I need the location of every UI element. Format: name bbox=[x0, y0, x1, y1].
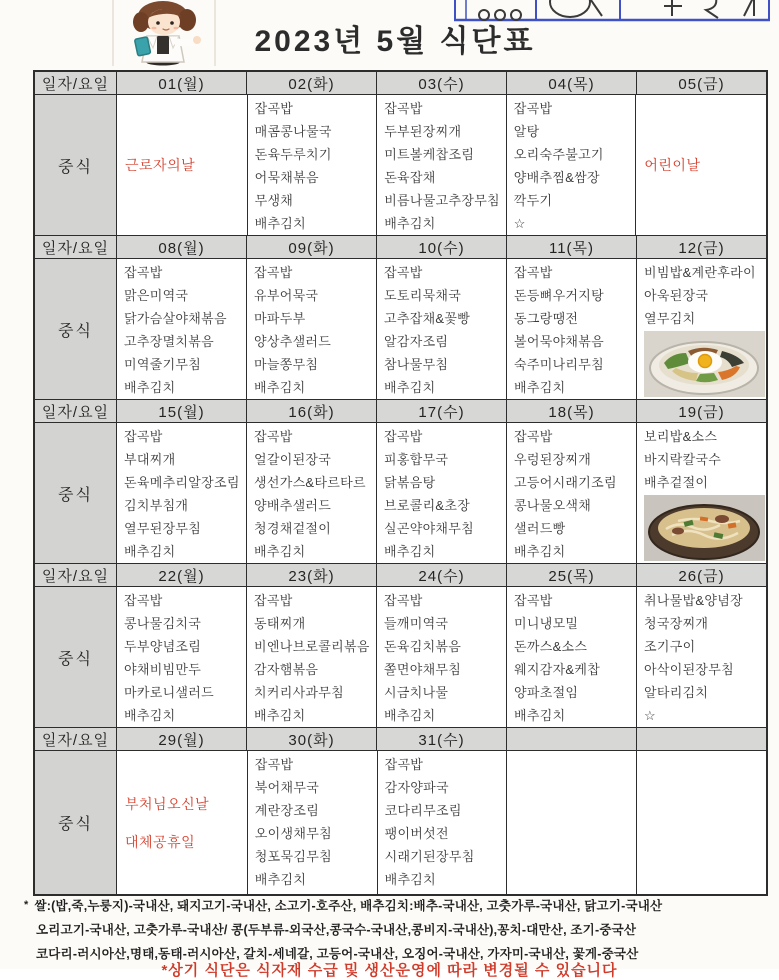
menu-item: 시래기된장무침 bbox=[384, 849, 475, 864]
holiday-label: 어린이날 bbox=[644, 157, 701, 173]
day-menu-cell bbox=[507, 95, 637, 235]
week-body-row bbox=[35, 95, 766, 235]
day-menu-cell bbox=[377, 259, 507, 399]
menu-item: 두부양념조림 bbox=[124, 639, 202, 654]
day-menu-cell bbox=[636, 95, 766, 235]
date-col-label: 일자/요일 bbox=[35, 728, 117, 750]
menu-item: 양파초절임 bbox=[514, 685, 579, 700]
menu-item: 바지락칼국수 bbox=[644, 452, 722, 467]
menu-item: 감자햄볶음 bbox=[254, 662, 319, 677]
menu-item: 팽이버섯전 bbox=[384, 826, 449, 841]
day-menu-cell bbox=[637, 259, 766, 399]
day-header: 29(월) bbox=[117, 728, 247, 750]
menu-item: ☆ bbox=[644, 708, 656, 723]
day-menu-cell bbox=[247, 587, 377, 727]
menu-item: 잡곡밥 bbox=[124, 593, 163, 608]
menu-item: 잡곡밥 bbox=[254, 429, 293, 444]
footnote-line-3: 코다리-러시아산,명태,동태-러시아산, 갈치-세네갈, 고등어-국내산, 오징어-국내산, 가자미-국내산, 꽃게-중국산 bbox=[36, 947, 639, 961]
menu-item: 볼어묵야채볶음 bbox=[514, 334, 605, 349]
menu-item: 잡곡밥 bbox=[254, 101, 294, 116]
handwritten-marks bbox=[479, 0, 754, 20]
menu-item: 동그랑땡전 bbox=[514, 311, 579, 326]
menu-item: 동태찌개 bbox=[254, 616, 306, 631]
menu-item: 배추겉절이 bbox=[644, 475, 709, 490]
date-col-label: 일자/요일 bbox=[35, 236, 117, 258]
day-menu-cell bbox=[247, 423, 377, 563]
day-menu-cell bbox=[248, 751, 378, 894]
day-menu-cell bbox=[377, 587, 507, 727]
menu-item: 청포묵김무침 bbox=[254, 849, 332, 864]
menu-item: 배추김치 bbox=[384, 544, 436, 559]
day-header: 10(수) bbox=[377, 236, 507, 258]
meal-label: 중식 bbox=[35, 259, 117, 399]
menu-item: 배추김치 bbox=[254, 708, 306, 723]
holiday-label: 대체공휴일 bbox=[125, 833, 196, 850]
menu-item: 웨지감자&케찹 bbox=[514, 662, 601, 677]
menu-item: 맑은미역국 bbox=[124, 288, 189, 303]
menu-item: 열무된장무침 bbox=[124, 521, 202, 536]
change-notice: *상기 식단은 식자재 수급 및 생산운영에 따라 변경될 수 있습니다 bbox=[161, 962, 618, 979]
menu-item: 코다리무조림 bbox=[384, 803, 462, 818]
menu-item: 김치부침개 bbox=[124, 498, 189, 513]
footnote-marker: * bbox=[24, 899, 29, 911]
menu-item: 배추김치 bbox=[384, 708, 436, 723]
menu-item: 조기구이 bbox=[644, 639, 696, 654]
handwritten-approval-box bbox=[452, 0, 772, 24]
menu-item: 알탕 bbox=[513, 124, 540, 139]
menu-item: 열무김치 bbox=[644, 311, 696, 326]
date-col-label: 일자/요일 bbox=[35, 564, 117, 586]
day-menu-cell bbox=[378, 751, 508, 894]
kalguksu-photo bbox=[644, 495, 765, 561]
bibimbap-photo bbox=[644, 331, 765, 397]
day-menu-cell bbox=[248, 95, 378, 235]
week-header-row bbox=[35, 728, 766, 751]
day-menu-cell bbox=[507, 259, 637, 399]
day-menu-cell bbox=[117, 587, 247, 727]
menu-item: 부대찌개 bbox=[124, 452, 176, 467]
day-header: 08(월) bbox=[117, 236, 247, 258]
day-header: 25(목) bbox=[507, 564, 637, 586]
menu-item: 양배추찜&쌈장 bbox=[513, 170, 600, 185]
menu-item: 비빔밥&계란후라이 bbox=[644, 265, 756, 280]
menu-item: 잡곡밥 bbox=[124, 265, 163, 280]
menu-item: 알타리김치 bbox=[644, 685, 709, 700]
menu-item: 아삭이된장무침 bbox=[644, 662, 735, 677]
menu-item: 잡곡밥 bbox=[514, 429, 553, 444]
menu-item: 돈육잡채 bbox=[384, 170, 436, 185]
day-menu-cell bbox=[637, 751, 766, 894]
day-header: 31(수) bbox=[377, 728, 507, 750]
menu-item: 배추김치 bbox=[384, 216, 436, 231]
menu-item: 우렁된장찌개 bbox=[514, 452, 592, 467]
date-col-label: 일자/요일 bbox=[35, 72, 117, 94]
menu-item: 매콤콩나물국 bbox=[254, 124, 332, 139]
menu-item: 잡곡밥 bbox=[384, 429, 423, 444]
day-header: 16(화) bbox=[247, 400, 377, 422]
menu-item: 배추김치 bbox=[384, 380, 436, 395]
menu-item: 배추김치 bbox=[254, 380, 306, 395]
menu-item: 잡곡밥 bbox=[514, 265, 553, 280]
menu-item: 비름나물고추장무침 bbox=[384, 193, 500, 208]
day-header: 23(화) bbox=[247, 564, 377, 586]
menu-item: 북어채무국 bbox=[254, 780, 320, 795]
menu-item: 배추김치 bbox=[124, 380, 176, 395]
meal-label: 중식 bbox=[35, 751, 117, 894]
menu-item: 고추장멸치볶음 bbox=[124, 334, 215, 349]
holiday-label: 부처님오신날 bbox=[125, 795, 210, 812]
menu-item: 청경채겉절이 bbox=[254, 521, 332, 536]
day-header: 18(목) bbox=[507, 400, 637, 422]
week-block bbox=[35, 400, 766, 564]
day-menu-cell bbox=[637, 423, 766, 563]
menu-item: 돈육두루치기 bbox=[254, 147, 332, 162]
menu-item: ☆ bbox=[513, 216, 526, 231]
menu-item: 쫄면야채무침 bbox=[384, 662, 462, 677]
menu-item: 배추김치 bbox=[254, 216, 307, 231]
day-menu-cell bbox=[377, 95, 507, 235]
menu-item: 아욱된장국 bbox=[644, 288, 709, 303]
menu-item: 배추김치 bbox=[384, 872, 437, 887]
menu-item: 샐러드빵 bbox=[514, 521, 566, 536]
page-title: 2023년 5월 식단표 bbox=[254, 25, 536, 58]
menu-item: 마카로니샐러드 bbox=[124, 685, 215, 700]
day-header: 26(금) bbox=[678, 567, 725, 585]
holiday-label: 근로자의날 bbox=[125, 157, 196, 173]
menu-item: 어묵채볶음 bbox=[254, 170, 319, 185]
menu-item: 잡곡밥 bbox=[384, 265, 423, 280]
menu-item: 양배추샐러드 bbox=[254, 498, 332, 513]
menu-item: 잡곡밥 bbox=[514, 593, 553, 608]
menu-item: 잡곡밥 bbox=[384, 757, 424, 772]
week-body-row bbox=[35, 423, 766, 563]
day-header: 12(금) bbox=[678, 239, 725, 257]
day-menu-cell bbox=[117, 95, 248, 235]
week-header-row bbox=[35, 72, 766, 95]
day-menu-cell bbox=[117, 751, 248, 894]
menu-item: 취나물밥&양념장 bbox=[644, 593, 743, 608]
menu-item: 돈까스&소스 bbox=[514, 639, 588, 654]
menu-item: 참나물무침 bbox=[384, 357, 449, 372]
menu-item: 고추잡채&꽃빵 bbox=[384, 311, 471, 326]
menu-item: 잡곡밥 bbox=[254, 757, 294, 772]
day-header: 19(금) bbox=[678, 403, 725, 421]
menu-item: 청국장찌개 bbox=[644, 616, 709, 631]
menu-item: 잡곡밥 bbox=[254, 265, 293, 280]
menu-item: 콩나물오색채 bbox=[514, 498, 592, 513]
menu-item: 무생채 bbox=[254, 193, 294, 208]
meal-label: 중식 bbox=[35, 95, 117, 235]
menu-item: 미트볼케찹조림 bbox=[384, 147, 475, 162]
day-header: 30(화) bbox=[247, 728, 377, 750]
menu-item: 실곤약야채무침 bbox=[384, 521, 475, 536]
day-header: 05(금) bbox=[678, 75, 725, 93]
day-header: 17(수) bbox=[377, 400, 507, 422]
day-header: 09(화) bbox=[247, 236, 377, 258]
menu-item: 양상추샐러드 bbox=[254, 334, 332, 349]
menu-item: 오리숙주불고기 bbox=[513, 147, 604, 162]
menu-item: 잡곡밥 bbox=[254, 593, 293, 608]
day-header: 24(수) bbox=[377, 564, 507, 586]
day-menu-cell bbox=[507, 423, 637, 563]
footnote-line-2: 오리고기-국내산, 고춧가루-국내산/ 콩(두부류-외국산,콩국수-국내산,콩비지-국내산),꽁치-대만산, 조기-중국산 bbox=[36, 923, 637, 937]
menu-item: 잡곡밥 bbox=[384, 101, 423, 116]
day-header: 02(화) bbox=[247, 72, 377, 94]
menu-item: 감자양파국 bbox=[384, 780, 449, 795]
menu-item: 깍두기 bbox=[513, 193, 553, 208]
week-header-row bbox=[35, 236, 766, 259]
week-body-row bbox=[35, 751, 766, 894]
menu-item: 오이생채무침 bbox=[254, 826, 332, 841]
menu-item: 돈육김치볶음 bbox=[384, 639, 462, 654]
menu-item: 들깨미역국 bbox=[384, 616, 449, 631]
menu-item: 두부된장찌개 bbox=[384, 124, 462, 139]
menu-item: 보리밥&소스 bbox=[644, 429, 718, 444]
day-menu-cell bbox=[507, 587, 637, 727]
footnote-text-1: 쌀:(밥,죽,누룽지)-국내산, 돼지고기-국내산, 소고기-호주산, 배추김치:배추-국내산, 고춧가루-국내산, 닭고기-국내산 bbox=[34, 899, 663, 913]
menu-item: 야채비빔만두 bbox=[124, 662, 202, 677]
day-menu-cell bbox=[377, 423, 507, 563]
menu-item: 닭볶음탕 bbox=[384, 475, 436, 490]
meal-label: 중식 bbox=[35, 587, 117, 727]
menu-item: 배추김치 bbox=[254, 544, 306, 559]
menu-item: 닭가슴살야채볶음 bbox=[124, 311, 227, 326]
menu-item: 돈등뼈우거지탕 bbox=[514, 288, 605, 303]
menu-item: 치커리사과무침 bbox=[254, 685, 345, 700]
menu-item: 고등어시래기조림 bbox=[514, 475, 617, 490]
date-col-label: 일자/요일 bbox=[35, 400, 117, 422]
menu-item: 미니냉모밀 bbox=[514, 616, 579, 631]
menu-item: 마늘쫑무침 bbox=[254, 357, 319, 372]
day-menu-cell bbox=[117, 259, 247, 399]
menu-item: 콩나물김치국 bbox=[124, 616, 202, 631]
menu-item: 유부어묵국 bbox=[254, 288, 319, 303]
menu-item: 잡곡밥 bbox=[384, 593, 423, 608]
day-header bbox=[637, 728, 766, 750]
meal-label: 중식 bbox=[35, 423, 117, 563]
menu-item: 잡곡밥 bbox=[513, 101, 553, 116]
menu-item: 배추김치 bbox=[124, 708, 176, 723]
day-header: 22(월) bbox=[117, 564, 247, 586]
menu-item: 얼갈이된장국 bbox=[254, 452, 332, 467]
menu-item: 배추김치 bbox=[514, 708, 566, 723]
footnote-line-1 bbox=[24, 896, 662, 914]
menu-item: 피홍합무국 bbox=[384, 452, 449, 467]
menu-item: 잡곡밥 bbox=[124, 429, 163, 444]
menu-item: 마파두부 bbox=[254, 311, 306, 326]
menu-item: 배추김치 bbox=[124, 544, 176, 559]
day-header: 01(월) bbox=[117, 72, 247, 94]
day-menu-cell bbox=[637, 587, 766, 727]
week-header-row bbox=[35, 564, 766, 587]
day-header bbox=[507, 728, 637, 750]
week-block bbox=[35, 236, 766, 400]
menu-item: 배추김치 bbox=[514, 544, 566, 559]
menu-item: 미역줄기무침 bbox=[124, 357, 202, 372]
menu-item: 비엔나브로콜리볶음 bbox=[254, 639, 370, 654]
week-block bbox=[35, 72, 766, 236]
day-header: 04(목) bbox=[507, 72, 637, 94]
menu-table bbox=[33, 70, 768, 896]
menu-item: 알감자조림 bbox=[384, 334, 449, 349]
day-menu-cell bbox=[507, 751, 637, 894]
menu-item: 숙주미나리무침 bbox=[514, 357, 605, 372]
day-menu-cell bbox=[117, 423, 247, 563]
day-header: 11(목) bbox=[507, 236, 637, 258]
menu-item: 생선가스&타르타르 bbox=[254, 475, 366, 490]
menu-item: 계란장조림 bbox=[254, 803, 320, 818]
week-body-row bbox=[35, 587, 766, 727]
day-header: 15(월) bbox=[117, 400, 247, 422]
week-block bbox=[35, 564, 766, 728]
menu-item: 브로콜리&초장 bbox=[384, 498, 471, 513]
week-block bbox=[35, 728, 766, 894]
menu-item: 도토리묵채국 bbox=[384, 288, 462, 303]
menu-item: 돈육메추리알장조림 bbox=[124, 475, 240, 490]
week-body-row bbox=[35, 259, 766, 399]
menu-item: 배추김치 bbox=[254, 872, 307, 887]
day-menu-cell bbox=[247, 259, 377, 399]
menu-item: 배추김치 bbox=[514, 380, 566, 395]
menu-item: 시금치나물 bbox=[384, 685, 449, 700]
week-header-row bbox=[35, 400, 766, 423]
day-header: 03(수) bbox=[377, 72, 507, 94]
